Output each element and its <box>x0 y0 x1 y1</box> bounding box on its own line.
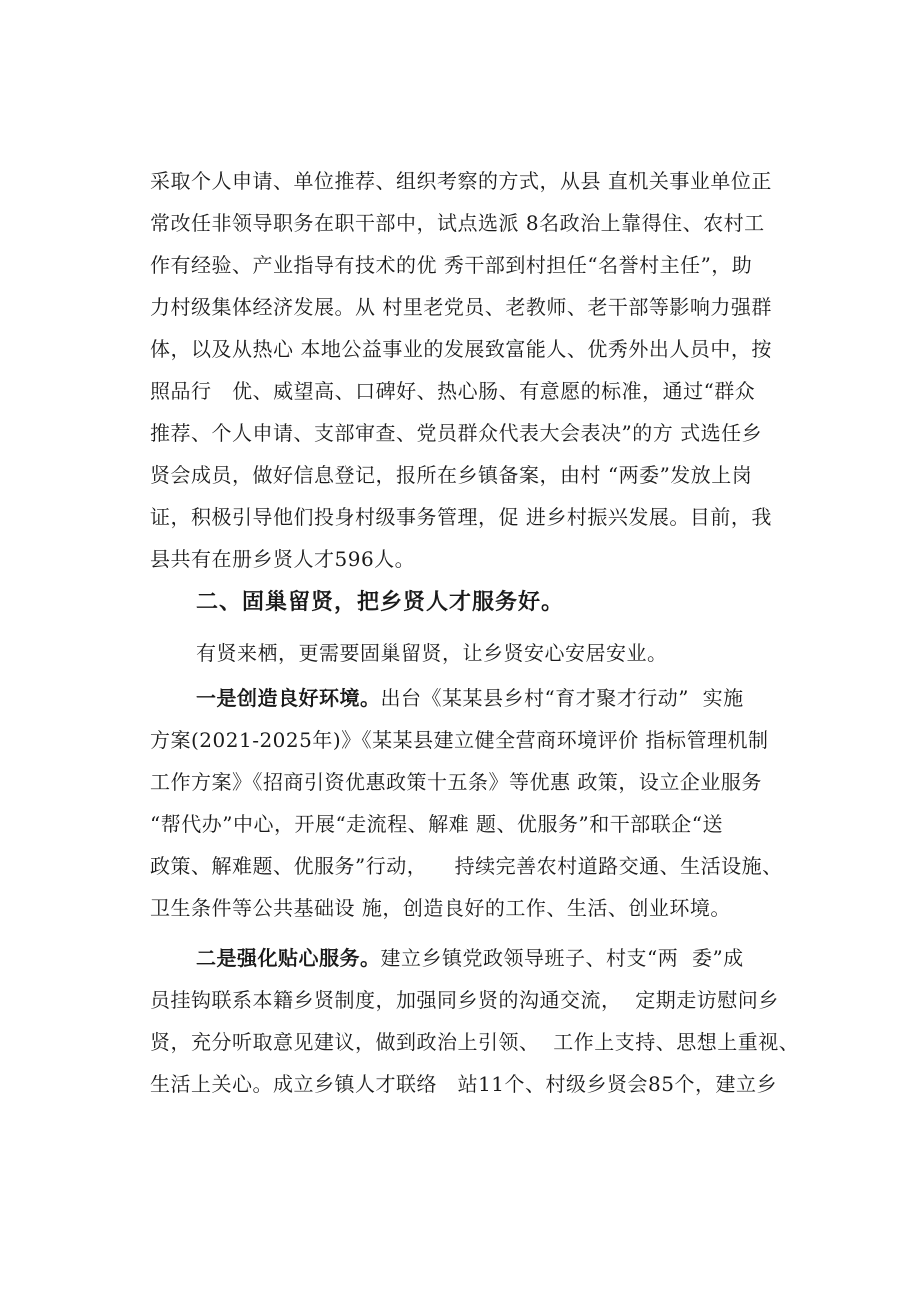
paragraph-line: 力村级集体经济发展。从 村里老党员、老教师、老干部等影响力强群 <box>150 295 772 319</box>
paragraph-line: “帮代办”中心，开展“走流程、解难 题、优服务”和干部联企“送 <box>150 812 723 836</box>
section2-first-line <box>196 943 744 973</box>
section1-first-rest: 出台《某某县乡村“育才聚才行动” 实施 <box>380 686 744 710</box>
paragraph-line: 工作方案》《招商引资优惠政策十五条》等优惠 政策，设立企业服务 <box>150 770 762 794</box>
paragraph-line: 贤，充分听取意见建议，做到政治上引领、 工作上支持、思想上重视、 <box>150 1030 800 1054</box>
paragraph-line: 员挂钩联系本籍乡贤制度，加强同乡贤的沟通交流， 定期走访慰问乡 <box>150 988 779 1012</box>
paragraph-line: 体，以及从热心 本地公益事业的发展致富能人、优秀外出人员中，按 <box>150 337 772 361</box>
section1-lead: 一是创造良好环境。 <box>196 686 381 710</box>
paragraph-line: 采取个人申请、单位推荐、组织考察的方式，从县 直机关事业单位正 <box>150 169 772 193</box>
paragraph-line: 作有经验、产业指导有技术的优 秀干部到村担任“名誉村主任”，助 <box>150 253 753 277</box>
paragraph-line: 生活上关心。成立乡镇人才联络 站11个、村级乡贤会85个，建立乡 <box>150 1072 777 1096</box>
intro-paragraph: 有贤来栖，更需要固巢留贤，让乡贤安心安居安业。 <box>196 641 668 665</box>
section1-first-line <box>196 683 744 713</box>
paragraph-line: 常改任非领导职务在职干部中，试点选派 8名政治上靠得住、农村工 <box>150 211 765 235</box>
paragraph-line: 照品行 优、威望高、口碑好、热心肠、有意愿的标准，通过“群众 <box>150 379 756 403</box>
paragraph-line: 政策、解难题、优服务”行动， 持续完善农村道路交通、生活设施、 <box>150 854 783 878</box>
paragraph-line: 方案(2021-2025年)》《某某县建立健全营商环境评价 指标管理机制 <box>150 728 769 752</box>
section-heading: 二、固巢留贤，把乡贤人才服务好。 <box>196 590 565 615</box>
section2-lead: 二是强化贴心服务。 <box>196 946 381 970</box>
paragraph-line: 卫生条件等公共基础设 施，创造良好的工作、生活、创业环境。 <box>150 896 731 920</box>
section2-first-rest: 建立乡镇党政领导班子、村支“两 委”成 <box>380 946 744 970</box>
paragraph-line: 县共有在册乡贤人才596人。 <box>150 547 416 571</box>
paragraph-line: 证，积极引导他们投身村级事务管理，促 进乡村振兴发展。目前，我 <box>150 505 772 529</box>
paragraph-line: 贤会成员，做好信息登记，报所在乡镇备案，由村 “两委”发放上岗 <box>150 463 753 487</box>
paragraph-line: 推荐、个人申请、支部审查、党员群众代表大会表决”的方 式选任乡 <box>150 421 763 445</box>
